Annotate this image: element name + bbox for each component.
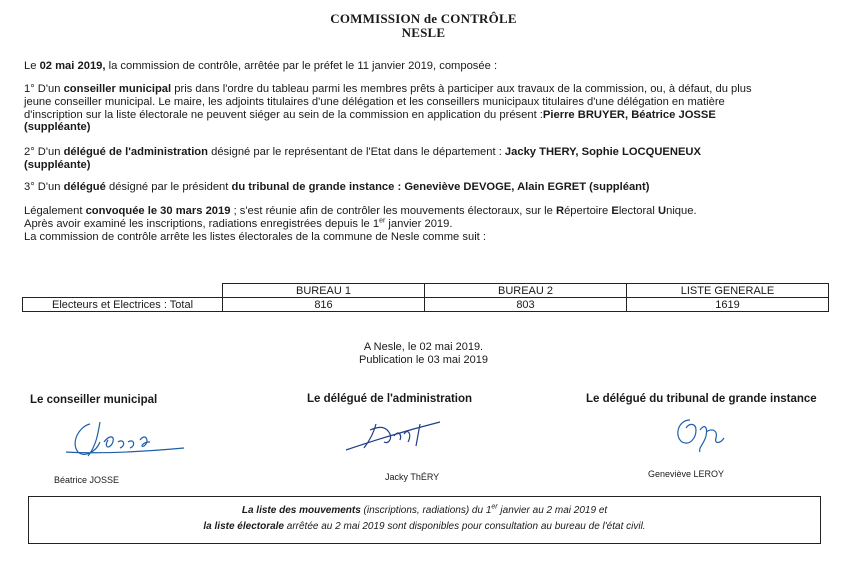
item-1-members: Pierre BRUYER, Béatrice JOSSE [542,108,716,121]
value-liste-generale: 1619 [627,298,829,312]
intro-prefix: Le [24,60,40,72]
signature-name-thery: Jacky ThÉRY [385,472,440,482]
place-date: A Nesle, le 02 mai 2019. [363,341,484,353]
item-2-number: 2° D'un [24,146,64,158]
document-subtitle: NESLE [401,25,446,40]
rep-word-3: nique. [666,205,697,217]
item-2-role: délégué de l'administration [63,146,208,158]
row-label: Electeurs et Electrices : Total [23,298,223,312]
item-2-text: désigné par le représentant de l'Etat dans le département : [207,146,505,158]
item-3-role: délégué [63,181,106,193]
item-1-paragraph [24,83,814,134]
notice-line1-text: (inscriptions, radiations) du 1 [360,505,492,516]
item-1-number: 1° D'un [24,83,64,95]
value-bureau-1: 816 [223,298,425,312]
item-2-paragraph [24,146,814,172]
notice-sup: er [491,503,498,511]
intro-paragraph [24,60,814,73]
item-2-members: Jacky THERY, Sophie LOCQUENEUX [504,146,701,158]
signature-thery [340,412,460,458]
item-1-text: pris dans l'ordre du tableau parmi les membres prêts à participer aux travaux de la commission, ou, à défaut, du plus [171,83,752,95]
signature-josse [60,412,190,464]
signature-leroy [660,408,740,458]
item-3-members: : Geneviève DEVOGE, Alain EGRET (suppléant) [394,181,650,193]
intro-text: la commission de contrôle, arrêtée par le préfet le 11 janvier 2019, composée : [105,60,498,72]
convocation-sup: er [379,217,386,225]
header-bureau-1: BUREAU 1 [223,284,425,298]
signature-name-leroy: Geneviève LEROY [648,469,725,479]
item-1-line2: jeune conseiller municipal. Le maire, les adjoints titulaires d'une délégation et les conseillers municipaux titulaires d'une délégation en matière [24,95,725,108]
item-3-paragraph [24,181,814,194]
signature-title-tribunal: Le délégué du tribunal de grande instance [586,393,817,405]
item-1-role: conseiller municipal [63,83,172,95]
value-bureau-2: 803 [425,298,627,312]
table-row [23,298,829,312]
convocation-paragraph [24,205,814,243]
table-header-row [23,284,829,298]
rep-word-2: lectoral [618,205,658,217]
convocation-text: ; s'est réunie afin de contrôler les mouvements électoraux, sur le [230,205,556,217]
item-3-number: 3° D'un [24,181,64,193]
consultation-notice [28,496,821,544]
item-2-substitute: (suppléante) [24,158,91,171]
results-table [22,283,829,312]
header-bureau-2: BUREAU 2 [425,284,627,298]
item-1-substitute: (suppléante) [24,121,91,134]
convocation-prefix: Légalement [24,205,86,217]
rep-initial-e: E [611,205,619,217]
convocation-line2: Après avoir examiné les inscriptions, radiations enregistrées depuis le 1 [24,217,380,230]
signature-title-councillor: Le conseiller municipal [30,394,158,406]
signature-title-administration: Le délégué de l'administration [307,393,473,405]
convocation-line3: La commission de contrôle arrête les listes électorales de la commune de Nesle comme suit : [24,230,486,243]
item-1-line3: d'inscription sur la liste électorale ne peuvent siéger au sein de la commission en application du présent : [24,108,543,121]
rep-initial-u: U [658,205,667,217]
convocation-date: convoquée le 30 mars 2019 [85,205,231,217]
rep-initial-r: R [555,205,565,217]
notice-line-1 [29,503,820,519]
intro-date: 02 mai 2019, [39,60,106,72]
header-liste-generale: LISTE GENERALE [627,284,829,298]
notice-movements-label: La liste des mouvements [241,505,361,516]
rep-word-1: épertoire [564,205,612,217]
publication-date: Publication le 03 mai 2019 [358,354,489,366]
item-3-text: désigné par le président [105,181,232,193]
table-corner [23,284,223,298]
notice-line-2 [29,519,820,535]
document-title: COMMISSION de CONTRÔLE [330,11,517,26]
signature-name-josse: Béatrice JOSSE [54,475,120,485]
notice-list-label: la liste électorale [203,521,284,532]
notice-line2-text: arrêtée au 2 mai 2019 sont disponibles pour consultation au bureau de l'état civil. [284,521,646,532]
convocation-line2-end: janvier 2019. [385,217,453,230]
notice-line1-end: janvier au 2 mai 2019 et [497,505,608,516]
item-3-court: du tribunal de grande instance [231,181,395,193]
